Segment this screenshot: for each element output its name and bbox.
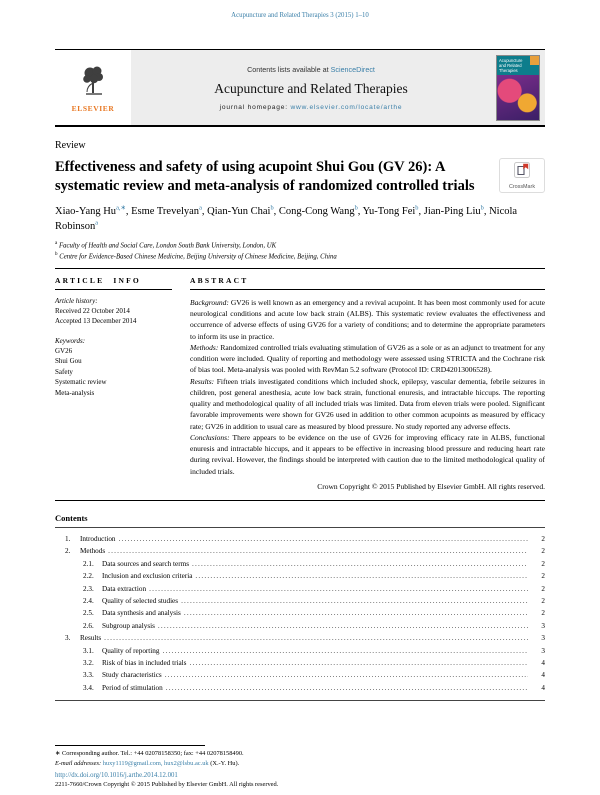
toc-leader-dots [165, 669, 528, 681]
abstract-background: Background: GV26 is well known as an emergency and a revival acupoint. It has been most commonly used for acute neurological conditions and acute low back strain (ALBS). This systematic review evaluates the effectiveness and occurrence of adverse effects of using GV26 for a variety of conditions; and to determine the appropriate parameters to inform its use in practice. [190, 297, 545, 341]
article-info-heading: ARTICLE INFO [55, 276, 172, 290]
abstract-column [190, 276, 545, 491]
keyword: Systematic review [55, 378, 107, 387]
toc-row[interactable]: 3. Results ..... 3 [55, 632, 545, 644]
journal-cover-thumbnail[interactable] [496, 55, 540, 121]
author: , Cong-Cong Wang$^b$ [273, 204, 358, 218]
article-history-label: Article history: [55, 296, 98, 305]
author: , Esme Trevelyan$^a$ [125, 204, 202, 218]
doi-link[interactable]: http://dx.doi.org/10.1016/j.arthe.2014.12.001 [55, 772, 178, 779]
toc-leader-dots [195, 570, 528, 582]
toc-row[interactable]: 1. Introduction ..... 2 [55, 533, 545, 545]
crossmark-icon [514, 162, 530, 183]
keywords-block [55, 337, 172, 399]
keyword: Meta-analysis [55, 388, 95, 397]
keyword: Shui Gou [55, 357, 82, 366]
corresponding-author-note: ∗ Corresponding author. Tel.: +44 02078158350; fax: +44 02078158490. [55, 750, 244, 758]
toc-leader-dots [158, 620, 528, 632]
author: , Yu-Tong Fei$^b$ [357, 204, 419, 218]
toc-leader-dots [163, 645, 529, 657]
history-received: Received 22 October 2014 [55, 306, 130, 315]
toc-row[interactable]: 3.2. Risk of bias in included trials ..... 4 [55, 657, 545, 669]
contents-prefix: Contents lists available at [247, 64, 331, 74]
abstract-results: Results: Fifteen trials investigated conditions which included shock, epilepsy, vascular dementia, febrile seizures in children, post general anesthesia, acute low back strain, functional enuresis, and intractable hiccups. The reporting quality and methodological quality of all included trials was limited. Data from eleven trials were pooled. Significant favorable improvements were shown for GV26 used in addition to other common acupoints as measured by efficacy rate; GV26 in addition to usual care as measured by blood pressure. No study reported any adverse effects. [190, 376, 545, 431]
contents-availability-line [247, 65, 375, 74]
crossmark-badge[interactable] [499, 158, 545, 193]
toc-leader-dots [181, 595, 528, 607]
title-row [55, 158, 545, 196]
cover-artwork [497, 75, 539, 119]
homepage-prefix: journal homepage: [219, 103, 291, 111]
toc-leader-dots [166, 682, 528, 694]
toc-row[interactable]: 2.1. Data sources and search terms ..... 2 [55, 558, 545, 570]
affiliation: $^a$ Faculty of Health and Social Care, London South Bank University, London, UK [55, 241, 277, 250]
keyword: Safety [55, 367, 73, 376]
journal-header-banner [55, 49, 545, 127]
journal-cover-column [491, 50, 545, 125]
toc-row[interactable]: 2.6. Subgroup analysis ..... 3 [55, 620, 545, 632]
affiliation: $^b$ Centre for Evidence-Based Chinese Medicine, Beijing University of Chinese Medicine, Beijing, China [55, 252, 337, 261]
email-links[interactable]: huxy1119@gmail.com, hux2@lsbu.ac.uk [102, 760, 209, 768]
table-of-contents [55, 527, 545, 701]
cover-header [497, 56, 539, 76]
contents-heading: Contents [55, 512, 88, 523]
authors-line [55, 205, 545, 234]
info-abstract-block [55, 268, 545, 501]
abstract-heading: ABSTRACT [190, 276, 545, 290]
toc-row[interactable]: 3.3. Study characteristics ..... 4 [55, 669, 545, 681]
keywords-label: Keywords: [55, 336, 86, 345]
toc-leader-dots [184, 607, 528, 619]
toc-leader-dots [104, 632, 528, 644]
journal-masthead [131, 50, 491, 125]
issn-copyright-line: 2211-7660/Crown Copyright © 2015 Published by Elsevier GmbH. All rights reserved. [55, 781, 279, 788]
toc-row[interactable]: 3.1. Quality of reporting ..... 3 [55, 645, 545, 657]
abstract-methods: Methods: Randomized controlled trials evaluating stimulation of GV26 as a sole or as an adjunct to treatment for any condition were included. Quality of reporting and methodology were assessed using STRICTA and the Cochrane risk of bias tool. Meta-analysis was pooled with RevMan 5.2 software (Protocol ID: CRD42013006528). [190, 342, 545, 375]
article-info-column [55, 276, 190, 491]
copyright-line: Crown Copyright © 2015 Published by Elsevier GmbH. All rights reserved. [317, 481, 545, 491]
email-label: E-mail addresses: [55, 760, 102, 768]
toc-leader-dots [189, 657, 528, 669]
keyword: GV26 [55, 346, 73, 355]
footnote-divider [55, 745, 205, 746]
author: , Jian-Ping Liu$^b$ [418, 204, 484, 218]
elsevier-tree-icon [78, 63, 108, 102]
sciencedirect-link[interactable]: ScienceDirect [330, 64, 375, 74]
abstract-conclusions: Conclusions: There appears to be evidence on the use of GV26 for improving efficacy rate in ALBS, functional enuresis and intractable hiccups, and it appears to be effective in increasing blood pressure and reducing heart rate during revival. However, the findings should be interpreted with caution due to the limited methodological quality of included trials. [190, 432, 545, 476]
elsevier-wordmark: ELSEVIER [71, 103, 115, 113]
history-accepted: Accepted 13 December 2014 [55, 317, 137, 326]
toc-row[interactable]: 2.4. Quality of selected studies ..... 2 [55, 595, 545, 607]
journal-citation: Acupuncture and Related Therapies 3 (2015) 1–10 [231, 12, 369, 19]
page-footer [55, 745, 545, 788]
author: , Nicola Robinson$^a$ [55, 206, 518, 232]
article-type-label: Review [55, 140, 86, 151]
article-title: Effectiveness and safety of using acupoint Shui Gou (GV 26): A systematic review and meta-analysis of randomized controlled trials [55, 159, 475, 194]
toc-row[interactable]: 2. Methods ..... 2 [55, 545, 545, 557]
toc-row[interactable]: 3.4. Period of stimulation ..... 4 [55, 682, 545, 694]
affiliations [55, 240, 545, 263]
journal-title: Acupuncture and Related Therapies [214, 80, 408, 96]
journal-homepage-line [220, 104, 403, 111]
cover-title: Acupuncture and Related Therapies [499, 57, 523, 73]
toc-row[interactable]: 2.5. Data synthesis and analysis ..... 2 [55, 607, 545, 619]
toc-leader-dots [108, 545, 528, 557]
toc-row[interactable]: 2.3. Data extraction ..... 2 [55, 583, 545, 595]
homepage-url-link[interactable]: www.elsevier.com/locate/arthe [290, 103, 403, 111]
email-suffix: (X.-Y. Hu). [208, 760, 240, 768]
email-line [55, 759, 545, 769]
crossmark-label: CrossMark [508, 184, 536, 190]
toc-leader-dots [149, 583, 528, 595]
author: Xiao-Yang $Hu^{a,∗}$ [55, 204, 126, 218]
elsevier-logo [55, 50, 131, 125]
cover-corner-decoration [530, 56, 539, 65]
toc-leader-dots [192, 558, 528, 570]
toc-leader-dots [119, 533, 528, 545]
author: , Qian-Yun Chai$^b$ [201, 204, 274, 218]
toc-row[interactable]: 2.2. Inclusion and exclusion criteria ..... 2 [55, 570, 545, 582]
